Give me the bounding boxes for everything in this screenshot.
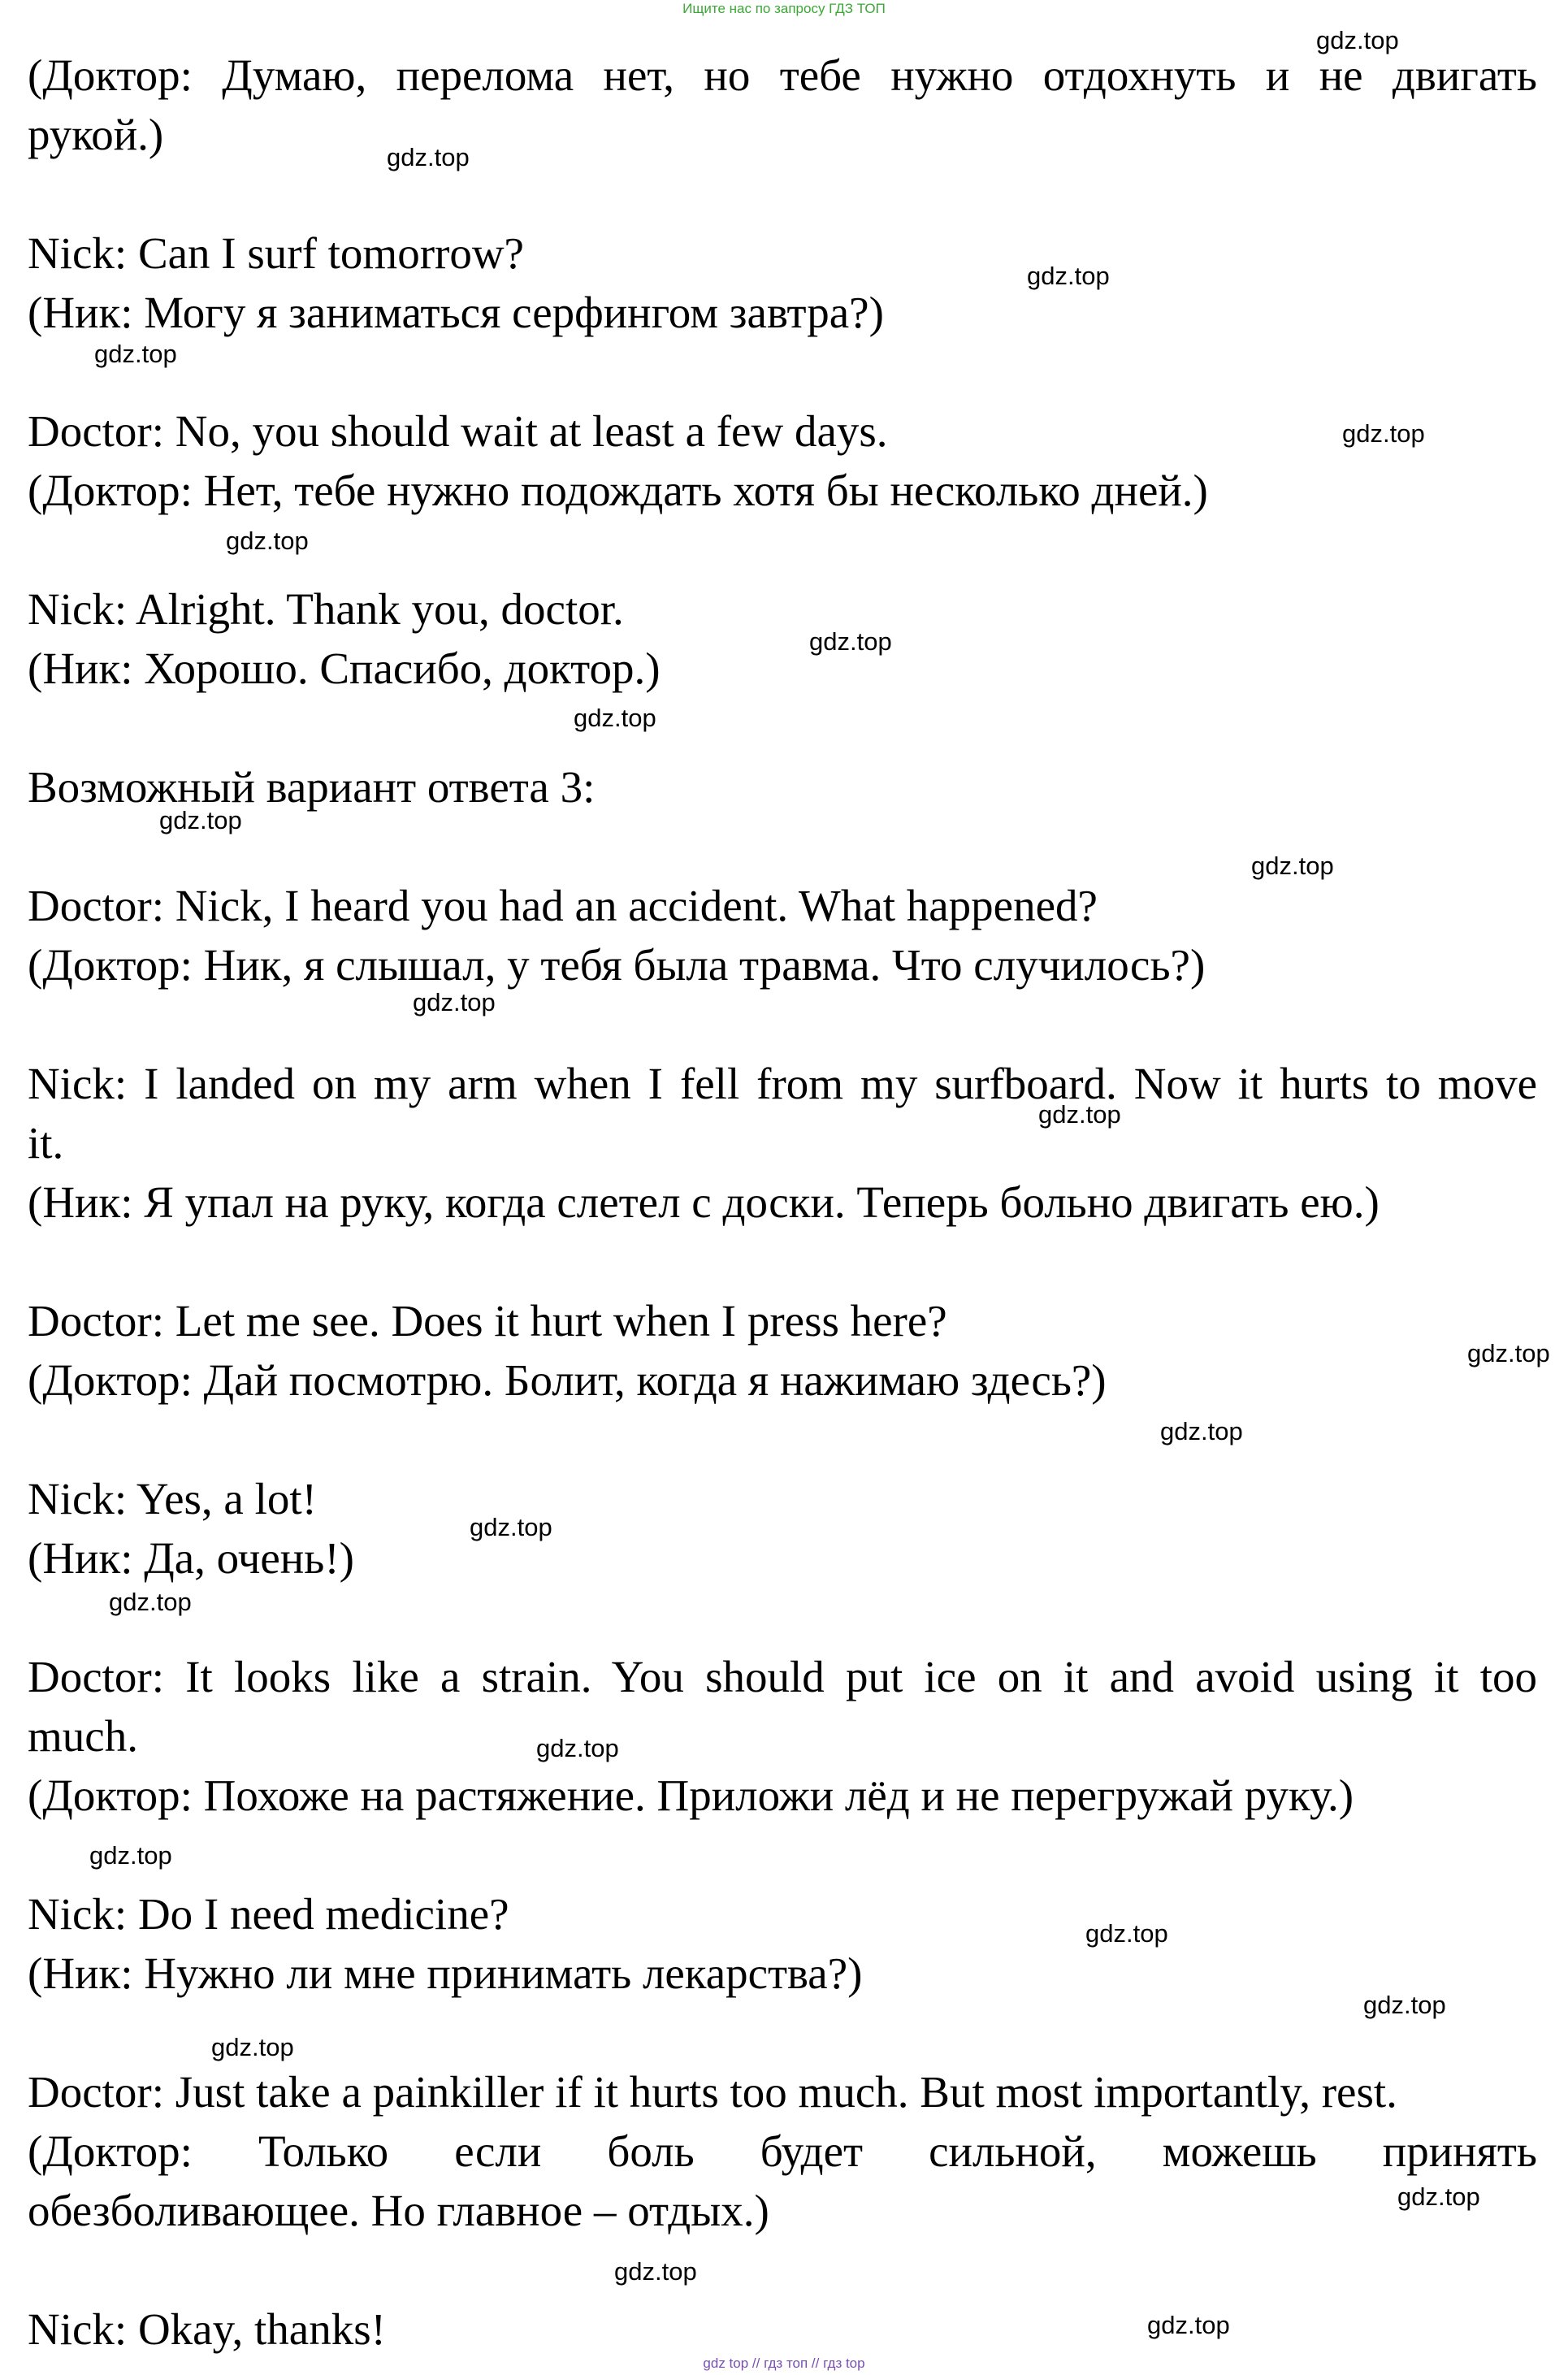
text-line: Nick: I landed on my arm when I fell from my surfboard. Now it hurts to move (28, 1059, 1537, 1108)
text-line: обезболивающее. Но главное – отдых.) (28, 2186, 769, 2235)
text-line: (Доктор: Ник, я слышал, у тебя была травма. Что случилось?) (28, 940, 1206, 990)
section-heading: Возможный вариант ответа 3: (28, 762, 596, 812)
footer-links: gdz top // гдз топ // гдз top (703, 2355, 865, 2371)
text-line: Nick: Can I surf tomorrow? (28, 228, 524, 278)
watermark: gdz.top (94, 340, 177, 368)
text-line: Nick: Yes, a lot! (28, 1474, 317, 1523)
watermark: gdz.top (387, 143, 470, 171)
text-line: (Ник: Да, очень!) (28, 1533, 354, 1583)
watermark: gdz.top (470, 1513, 552, 1541)
watermark: gdz.top (1397, 2182, 1480, 2211)
text-line: (Ник: Хорошо. Спасибо, доктор.) (28, 644, 661, 693)
watermark: gdz.top (109, 1588, 192, 1616)
watermark: gdz.top (89, 1841, 172, 1870)
text-line: much. (28, 1711, 138, 1761)
text-line: Nick: Alright. Thank you, doctor. (28, 584, 624, 634)
watermark: gdz.top (1147, 2311, 1230, 2339)
text-line: Nick: Do I need medicine? (28, 1889, 509, 1939)
text-line: (Доктор: Похоже на растяжение. Приложи лёд и не перегружай руку.) (28, 1770, 1354, 1820)
text-line: Doctor: Just take a painkiller if it hurts too much. But most importantly, rest. (28, 2067, 1397, 2117)
watermark: gdz.top (1342, 419, 1425, 448)
text-line: (Доктор: Нет, тебе нужно подождать хотя бы несколько дней.) (28, 466, 1208, 515)
text-line: (Доктор: Дай посмотрю. Болит, когда я нажимаю здесь?) (28, 1355, 1107, 1405)
watermark: gdz.top (1038, 1100, 1121, 1129)
dialogue-text (28, 46, 1537, 2359)
text-line: (Ник: Я упал на руку, когда слетел с доски. Теперь больно двигать ею.) (28, 1177, 1380, 1227)
watermark: gdz.top (1251, 852, 1334, 880)
watermark: gdz.top (1363, 1991, 1446, 2019)
text-line: (Доктор: Думаю, перелома нет, но тебе нужно отдохнуть и не двигать (28, 50, 1537, 100)
watermark: gdz.top (159, 806, 242, 834)
top-banner: Ищите нас по запросу ГДЗ ТОП (682, 1, 886, 16)
text-line: (Доктор: Только если боль будет сильной, можешь принять (28, 2126, 1537, 2176)
watermark: gdz.top (1467, 1339, 1550, 1367)
watermark: gdz.top (211, 2033, 294, 2061)
watermark: gdz.top (536, 1734, 619, 1762)
text-line: Doctor: Nick, I heard you had an accident. What happened? (28, 881, 1098, 930)
text-line: (Ник: Могу я заниматься серфингом завтра?) (28, 288, 884, 337)
text-line: Doctor: Let me see. Does it hurt when I press here? (28, 1296, 947, 1346)
text-line: Doctor: It looks like a strain. You should put ice on it and avoid using it too (28, 1652, 1537, 1701)
text-line: (Ник: Нужно ли мне принимать лекарства?) (28, 1948, 863, 1998)
text-line: Nick: Okay, thanks! (28, 2304, 386, 2354)
watermark: gdz.top (614, 2257, 697, 2286)
watermark: gdz.top (809, 627, 892, 656)
watermark: gdz.top (574, 704, 656, 732)
text-line: рукой.) (28, 110, 164, 159)
watermark: gdz.top (1085, 1919, 1168, 1948)
watermark: gdz.top (226, 527, 309, 555)
watermark: gdz.top (1027, 262, 1110, 290)
watermark: gdz.top (413, 988, 496, 1016)
text-line: Doctor: No, you should wait at least a few days. (28, 406, 888, 456)
watermark: gdz.top (1160, 1417, 1243, 1445)
watermark: gdz.top (1316, 26, 1399, 54)
text-line: it. (28, 1118, 64, 1168)
